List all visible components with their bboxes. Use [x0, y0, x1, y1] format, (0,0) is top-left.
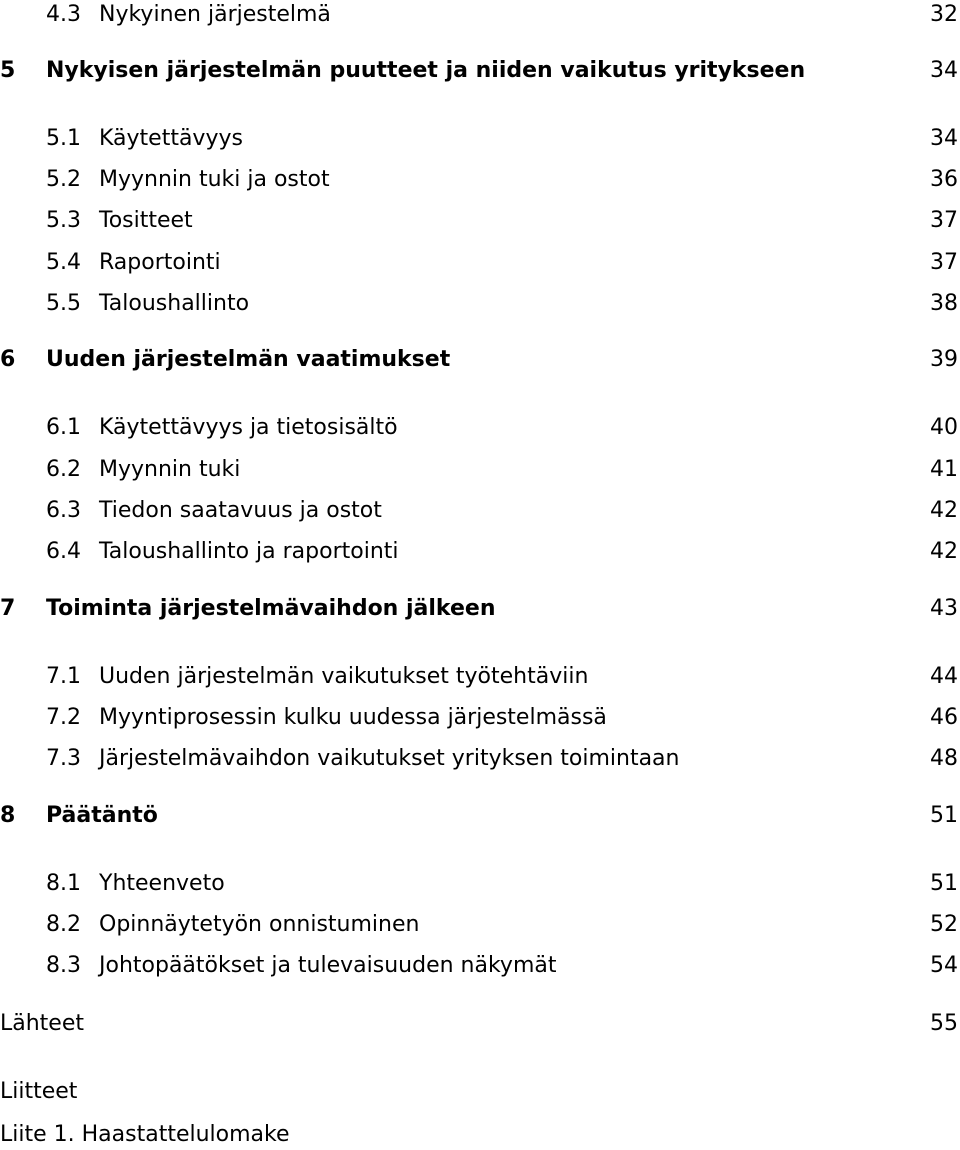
section-title: Myynnin tuki	[99, 457, 241, 482]
page-number: 41	[930, 457, 958, 482]
page-number: 52	[930, 912, 958, 937]
chapter-title: Uuden järjestelmän vaatimukset	[46, 347, 451, 372]
section-title: Lähteet	[0, 1011, 85, 1036]
toc-entry-5-3	[0, 206, 958, 236]
section-title: Käytettävyys	[99, 126, 243, 151]
section-number: 4.3	[46, 2, 81, 27]
chapter-title: Päätäntö	[46, 803, 158, 828]
section-title: Nykyinen järjestelmä	[99, 2, 331, 27]
toc-entry-lahteet	[0, 1009, 958, 1039]
section-title: Raportointi	[99, 250, 221, 275]
toc-entry-liitteet	[0, 1077, 958, 1107]
page-number: 32	[930, 2, 958, 27]
section-title: Tiedon saatavuus ja ostot	[99, 498, 382, 523]
toc-entry-7-1	[0, 662, 958, 692]
section-number: 5.4	[46, 250, 81, 275]
section-title: Myyntiprosessin kulku uudessa järjestelmässä	[99, 705, 607, 730]
section-number: 6.4	[46, 539, 81, 564]
page-number: 37	[930, 208, 958, 233]
page-number: 36	[930, 167, 958, 192]
section-number: 7.3	[46, 746, 81, 771]
page-number: 44	[930, 664, 958, 689]
page-number: 48	[930, 746, 958, 771]
section-number: 6.1	[46, 415, 81, 440]
toc-entry-4-3	[0, 0, 958, 30]
section-number: 5.3	[46, 208, 81, 233]
page-number: 40	[930, 415, 958, 440]
toc-entry-8-2	[0, 910, 958, 940]
toc-entry-8-3	[0, 951, 958, 981]
toc-entry-liite-1	[0, 1120, 958, 1150]
toc-entry-8-1	[0, 869, 958, 899]
section-title: Taloushallinto ja raportointi	[99, 539, 399, 564]
section-number: 5.1	[46, 126, 81, 151]
section-title: Käytettävyys ja tietosisältö	[99, 415, 398, 440]
chapter-number: 8	[0, 803, 16, 828]
page-number: 42	[930, 498, 958, 523]
toc-chapter-6	[0, 345, 958, 375]
page-number: 37	[930, 250, 958, 275]
section-title: Tositteet	[99, 208, 193, 233]
toc-entry-7-3	[0, 744, 958, 774]
toc-entry-6-3	[0, 496, 958, 526]
section-title: Yhteenveto	[99, 871, 225, 896]
toc-entry-5-1	[0, 124, 958, 154]
page-number: 46	[930, 705, 958, 730]
toc-entry-6-2	[0, 455, 958, 485]
toc-entry-6-1	[0, 413, 958, 443]
toc-entry-6-4	[0, 537, 958, 567]
section-number: 5.2	[46, 167, 81, 192]
chapter-title: Toiminta järjestelmävaihdon jälkeen	[46, 596, 496, 621]
toc-entry-5-4	[0, 248, 958, 278]
section-title: Järjestelmävaihdon vaikutukset yrityksen toimintaan	[99, 746, 680, 771]
section-number: 6.2	[46, 457, 81, 482]
section-title: Opinnäytetyön onnistuminen	[99, 912, 420, 937]
toc-entry-5-5	[0, 289, 958, 319]
toc-chapter-5	[0, 56, 958, 86]
chapter-title: Nykyisen järjestelmän puutteet ja niiden vaikutus yritykseen	[46, 58, 806, 83]
toc-chapter-7	[0, 594, 958, 624]
section-number: 7.2	[46, 705, 81, 730]
page-number: 51	[930, 871, 958, 896]
section-title: Taloushallinto	[99, 291, 250, 316]
section-title: Uuden järjestelmän vaikutukset työtehtäviin	[99, 664, 589, 689]
page-number: 55	[930, 1011, 958, 1036]
section-title: Myynnin tuki ja ostot	[99, 167, 330, 192]
section-number: 6.3	[46, 498, 81, 523]
toc-chapter-8	[0, 801, 958, 831]
page-number: 54	[930, 953, 958, 978]
page-number: 42	[930, 539, 958, 564]
chapter-number: 6	[0, 347, 16, 372]
page-number: 38	[930, 291, 958, 316]
toc-entry-7-2	[0, 703, 958, 733]
section-number: 7.1	[46, 664, 81, 689]
chapter-number: 5	[0, 58, 16, 83]
page-number: 39	[930, 347, 958, 372]
toc-entry-5-2	[0, 165, 958, 195]
page-number: 43	[930, 596, 958, 621]
section-title: Liitteet	[0, 1079, 78, 1104]
section-number: 8.2	[46, 912, 81, 937]
page-number: 34	[930, 58, 958, 83]
section-title: Liite 1. Haastattelulomake	[0, 1122, 290, 1147]
section-number: 8.3	[46, 953, 81, 978]
section-number: 8.1	[46, 871, 81, 896]
chapter-number: 7	[0, 596, 16, 621]
page-number: 51	[930, 803, 958, 828]
section-title: Johtopäätökset ja tulevaisuuden näkymät	[99, 953, 557, 978]
section-number: 5.5	[46, 291, 81, 316]
page-number: 34	[930, 126, 958, 151]
